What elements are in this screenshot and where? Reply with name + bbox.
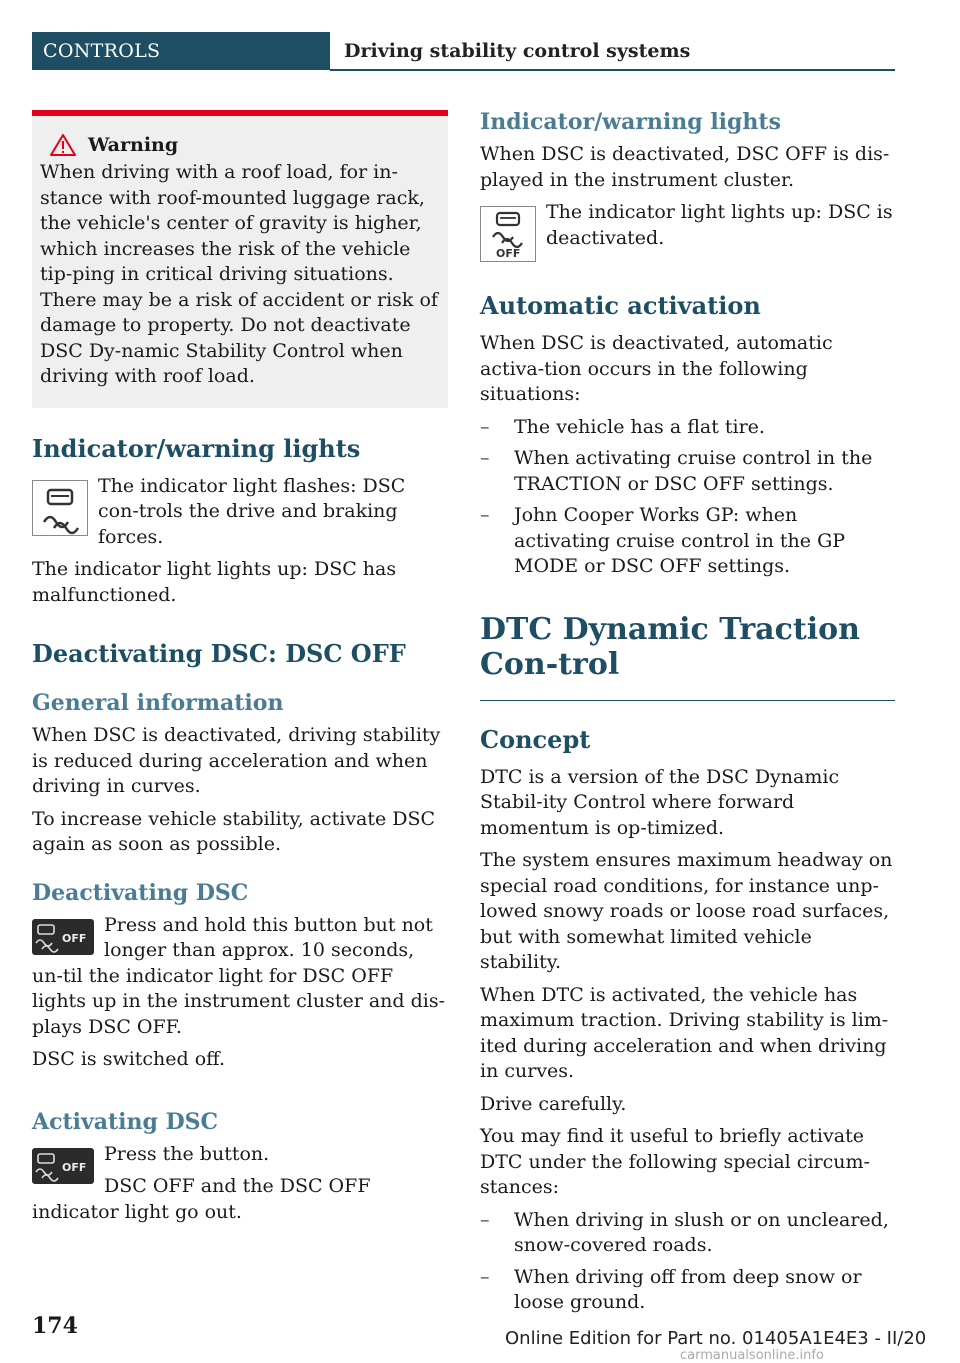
activating-text-1: Press the button.	[104, 1142, 270, 1165]
off-label: OFF	[496, 247, 521, 260]
edition-footer: Online Edition for Part no. 01405A1E4E3 - II/20	[505, 1328, 927, 1349]
automatic-activation-text: When DSC is deactivated, automatic activa-tion occurs in the following situations:	[480, 332, 833, 405]
dsc-off-button-icon	[32, 1148, 94, 1184]
indicator-heading-right: Indicator/warning lights	[480, 109, 781, 135]
list-item: – John Cooper Works GP: when activating cruise control in the GP MODE or DSC OFF settings.	[480, 503, 895, 580]
general-info-text-1: When DSC is deactivated, driving stability is reduced during acceleration and when driving in curves.	[32, 724, 441, 797]
deactivating-dsc-heading: Deactivating DSC: DSC OFF	[32, 639, 406, 668]
dsc-indicator-icon	[32, 480, 88, 536]
activating-heading: Activating DSC	[32, 1108, 219, 1135]
warning-title: Warning	[88, 134, 179, 156]
concept-text-1: DTC is a version of the DSC Dynamic Stabil-ity Control where forward momentum is op-timized.	[480, 765, 840, 839]
general-info-text-2: To increase vehicle stability, activate DSC again as soon as possible.	[32, 807, 436, 855]
watermark: carmanualsonline.info	[680, 1348, 824, 1363]
warning-text: When driving with a roof load, for in-stance with roof-mounted luggage rack, the vehicle's center of gravity is higher, which increases the risk of the vehicle tip-ping in critical driving situations. There may be a risk of accident or risk of damage to property. Do not deactivate DSC Dy-namic Stability Control when driving with roof load.	[40, 161, 438, 387]
off-label: OFF	[62, 1160, 87, 1174]
deactivating-heading: Deactivating DSC	[32, 879, 249, 906]
dsc-off-indicator-row	[480, 200, 895, 262]
left-column	[32, 110, 448, 1232]
header-rule	[330, 69, 895, 71]
page-header	[32, 32, 895, 72]
dsc-off-indicator-icon	[480, 206, 536, 262]
indicator-malfunction-text: The indicator light lights up: DSC has malfunctioned.	[32, 558, 397, 606]
warning-triangle-icon	[50, 134, 76, 156]
indicator-flashes-text: The indicator light flashes: DSC con-trols the drive and braking forces.	[98, 474, 406, 548]
list-item: – The vehicle has a flat tire.	[480, 415, 895, 441]
list-item: – When driving in slush or on uncleared, snow-covered roads.	[480, 1208, 895, 1259]
activating-text-2: DSC OFF and the DSC OFF indicator light go out.	[32, 1175, 371, 1223]
page-number: 174	[32, 1313, 78, 1339]
concept-text-3: When DTC is activated, the vehicle has maximum traction. Driving stability is lim-ited during acceleration and when driving in curves.	[480, 983, 889, 1082]
concept-text-4: Drive carefully.	[480, 1092, 627, 1115]
indicator-heading-left: Indicator/warning lights	[32, 433, 361, 463]
section-divider	[480, 700, 895, 701]
warning-box	[32, 110, 448, 408]
concept-heading: Concept	[480, 724, 591, 754]
warning-header	[40, 134, 440, 156]
section-label: CONTROLS	[32, 32, 330, 70]
list-item: – When driving off from deep snow or loose ground.	[480, 1265, 895, 1316]
dsc-off-displayed-text: When DSC is deactivated, DSC OFF is dis-played in the instrument cluster.	[480, 143, 890, 191]
list-item: – When activating cruise control in the TRACTION or DSC OFF settings.	[480, 446, 895, 497]
concept-text-5: You may find it useful to briefly activate DTC under the following special circum-stances:	[480, 1125, 870, 1198]
chapter-title: Driving stability control systems	[344, 40, 691, 62]
dsc-off-button-icon	[32, 919, 94, 955]
concept-text-2: The system ensures maximum headway on special road conditions, for instance unp-lowed snowy roads or loose road surfaces, but with somewhat limited vehicle stability.	[480, 849, 893, 973]
right-column	[480, 108, 895, 1322]
special-circumstances-list	[480, 1208, 895, 1316]
dtc-heading: DTC Dynamic Traction Con-trol	[480, 611, 860, 682]
off-label: OFF	[62, 931, 87, 945]
dsc-deactivated-text: The indicator light lights up: DSC is deactivated.	[546, 201, 893, 249]
dsc-switched-off-text: DSC is switched off.	[32, 1048, 226, 1070]
automatic-activation-list	[480, 415, 895, 580]
general-information-heading: General information	[32, 690, 284, 716]
automatic-activation-heading: Automatic activation	[480, 291, 761, 320]
deactivating-text: Press and hold this button but not longer than approx. 10 seconds, un-til the indicator light for DSC OFF lights up in the instrument cluster and dis-plays DSC OFF.	[32, 913, 445, 1038]
